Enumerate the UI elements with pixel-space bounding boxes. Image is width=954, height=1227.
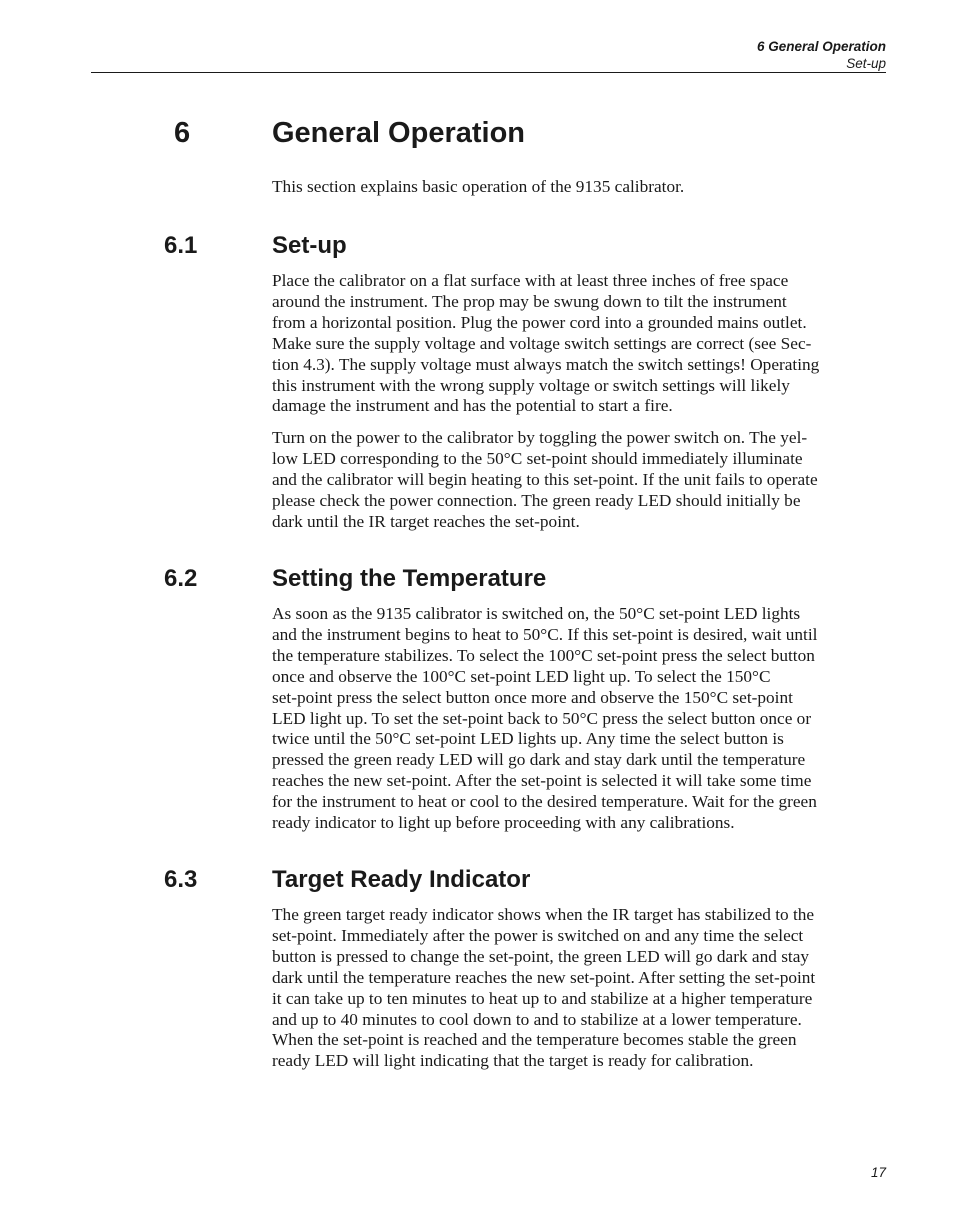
text-line: for the instrument to heat or cool to the desired temperature. Wait for the green [272,792,817,812]
text-line: dark until the temperature reaches the new set-point. After setting the set-point [272,967,816,987]
text-line: The green target ready indicator shows when the IR target has stabilized to the [272,905,815,924]
running-head-section: Set-up [846,56,886,71]
section-number: 6.3 [164,866,198,893]
section-number: 6.2 [164,565,198,592]
running-head-chapter: 6 General Operation [756,39,886,54]
text-line: please check the power connection. The green ready LED should initially be [272,490,801,510]
text-line: ready indicator to light up before proceeding with any calibrations. [272,813,735,833]
text-line: once and observe the 100°C set-point LED light up. To select the 150°C [272,666,771,686]
running-head [757,38,886,72]
section-title: Setting the Temperature [272,565,547,592]
ready-indicator-paragraph [272,905,884,1072]
text-line: reaches the new set-point. After the set-point is selected it will take some time [272,771,812,791]
text-line: Place the calibrator on a flat surface with at least three inches of free space [272,271,789,290]
chapter-title: General Operation [272,117,526,149]
chapter-intro [272,177,884,198]
text-line: damage the instrument and has the potential to start a fire. [272,396,673,416]
section-number: 6.1 [164,232,198,259]
text-line: it can take up to ten minutes to heat up to and stabilize at a higher temperature [272,988,813,1008]
text-line: pressed the green ready LED will go dark and stay dark until the temperature [272,750,806,770]
temperature-paragraph [272,604,884,834]
text-line: button is pressed to change the set-point, the green LED will go dark and stay [272,946,810,966]
text-line: As soon as the 9135 calibrator is switched on, the 50°C set-point LED lights [272,604,801,623]
setup-paragraph-1 [272,271,884,417]
text-line: ready LED will light indicating that the target is ready for calibration. [272,1051,754,1071]
text-line: and the calibrator will begin heating to this set-point. If the unit fails to operate [272,469,818,489]
text-line: the temperature stabilizes. To select the 100°C set-point press the select button [272,645,815,665]
text-line: This section explains basic operation of the 9135 calibrator. [272,177,685,196]
section-title: Target Ready Indicator [272,866,531,893]
setup-paragraph-2 [272,428,884,533]
text-line: from a horizontal position. Plug the power cord into a grounded mains outlet. [272,312,807,332]
text-line: low LED corresponding to the 50°C set-point should immediately illuminate [272,448,803,468]
header-rule [91,72,886,73]
text-line: dark until the IR target reaches the set-point. [272,511,580,531]
text-line: When the set-point is reached and the temperature becomes stable the green [272,1030,797,1050]
text-line: twice until the 50°C set-point LED lights up. Any time the select button is [272,729,784,749]
text-line: set-point press the select button once more and observe the 150°C set-point [272,687,793,707]
text-line: around the instrument. The prop may be swung down to tilt the instrument [272,291,787,311]
text-line: this instrument with the wrong supply voltage or switch settings will likely [272,375,790,395]
page-number: 17 [870,1165,886,1180]
text-line: LED light up. To set the set-point back to 50°C press the select button once or [272,708,812,728]
text-line: set-point. Immediately after the power is switched on and any time the select [272,925,804,945]
chapter-number: 6 [174,117,191,149]
text-line: and the instrument begins to heat to 50°C. If this set-point is desired, wait until [272,624,818,644]
text-line: Turn on the power to the calibrator by toggling the power switch on. The yel- [272,428,808,447]
text-line: Make sure the supply voltage and voltage switch settings are correct (see Sec- [272,333,812,353]
text-line: tion 4.3). The supply voltage must always match the switch settings! Operating [272,354,820,374]
section-title: Set-up [272,232,347,259]
text-line: and up to 40 minutes to cool down to and to stabilize at a lower temperature. [272,1009,802,1029]
